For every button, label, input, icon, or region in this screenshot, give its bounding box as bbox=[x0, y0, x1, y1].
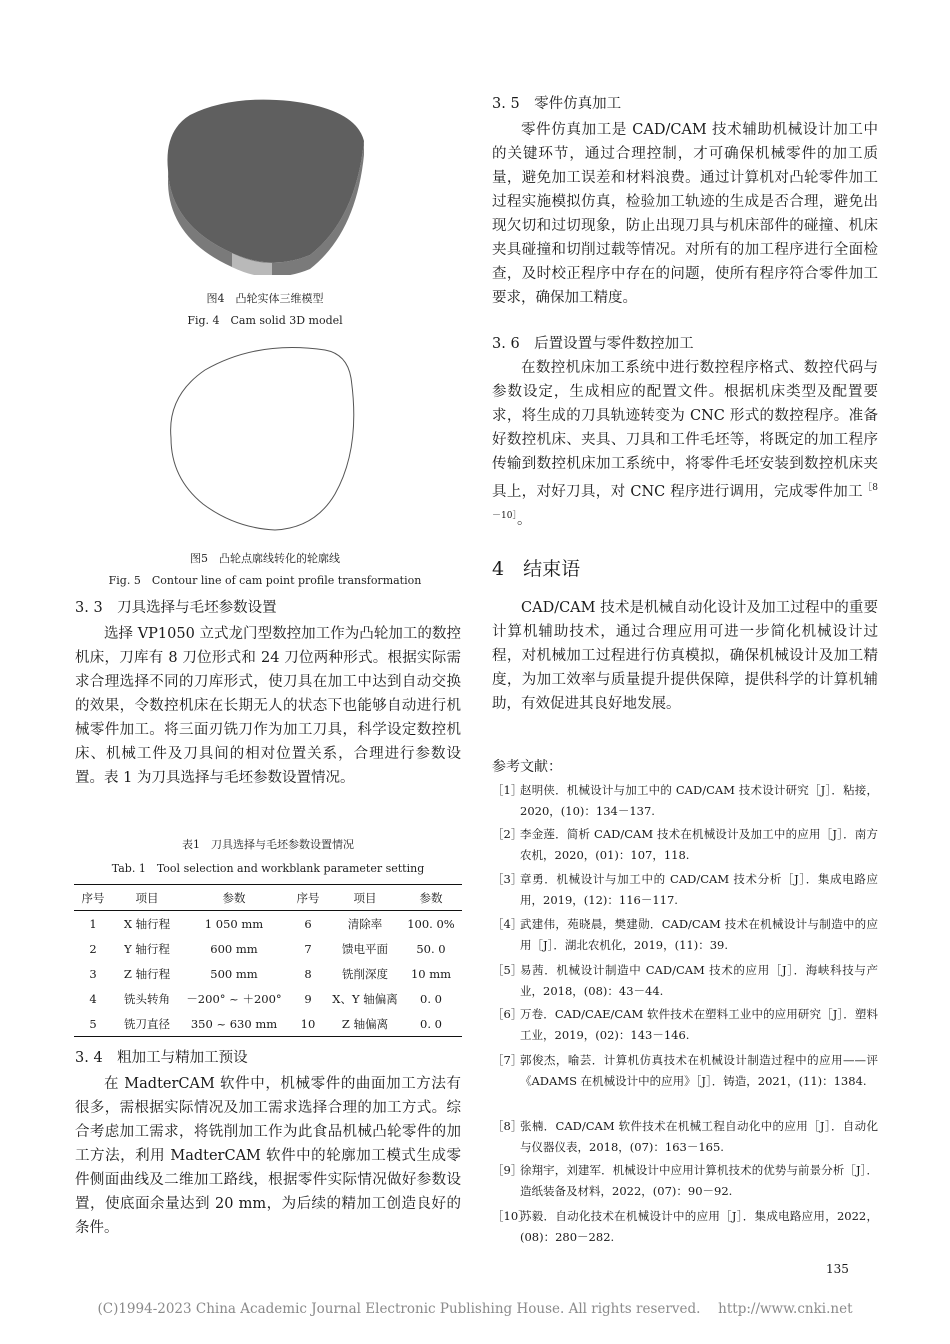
figure-5-caption-en: Fig. 5 Contour line of cam point profile transformation bbox=[108, 574, 422, 587]
table-header-cell: 项目 bbox=[353, 890, 377, 905]
section-3-5-body bbox=[492, 118, 878, 310]
page-number: 135 bbox=[826, 1262, 849, 1276]
reference-text: 张楠．CAD/CAM 软件技术在机械工程自动化中的应用［J］．自动化与仪器仪表，2018，(07)：163－165. bbox=[520, 1119, 878, 1154]
table-row bbox=[74, 1011, 462, 1037]
figure-5-contour-line bbox=[165, 338, 365, 538]
table-cell: 5 bbox=[89, 1016, 97, 1031]
table-cell: 铣头转角 bbox=[124, 991, 170, 1006]
reference-text: 赵明侠．机械设计与加工中的 CAD/CAM 技术设计研究［J］．粘接，2020，(10)：134－137. bbox=[520, 783, 878, 818]
table-cell: 10 mm bbox=[410, 966, 452, 981]
table-cell: 6 bbox=[304, 916, 312, 931]
table-cell: 清除率 bbox=[347, 916, 383, 931]
reference-text: 李金莲．简析 CAD/CAM 技术在机械设计及加工中的应用［J］．南方农机，2020，(01)：107，118. bbox=[520, 827, 878, 862]
table-cell: 铣刀直径 bbox=[124, 1016, 170, 1031]
table-row bbox=[74, 936, 462, 961]
table-1 bbox=[74, 884, 462, 1037]
reference-text: 易茜．机械设计制造中 CAD/CAM 技术的应用［J］．海峡科技与产业，2018，(08)：43－44. bbox=[520, 963, 878, 998]
table-cell: 600 mm bbox=[210, 941, 258, 956]
reference-number: ［2］ bbox=[492, 827, 523, 841]
section-3-4-heading: 3. 4 粗加工与精加工预设 bbox=[75, 1050, 248, 1066]
reference-text: 万卷．CAD/CAE/CAM 软件技术在塑料工业中的应用研究［J］．塑料工业，2019，(02)：143－146. bbox=[520, 1007, 878, 1042]
table-1-caption-en: Tab. 1 Tool selection and workblank parameter setting bbox=[111, 862, 425, 875]
table-header-cell: 参数 bbox=[419, 890, 443, 905]
table-cell: X 轴行程 bbox=[123, 916, 171, 931]
table-cell: 2 bbox=[89, 941, 97, 956]
table-cell: 1 bbox=[89, 916, 97, 931]
figure-4-caption-en: Fig. 4 Cam solid 3D model bbox=[187, 314, 343, 327]
table-header-cell: 序号 bbox=[296, 890, 320, 905]
table-cell: Z 轴行程 bbox=[123, 966, 171, 981]
table-row bbox=[74, 911, 462, 937]
reference-number: ［6］ bbox=[492, 1007, 523, 1021]
references-list bbox=[492, 780, 878, 1250]
reference-number: ［5］ bbox=[492, 963, 523, 977]
section-4-paragraph: CAD/CAM 技术是机械自动化设计及加工过程中的重要计算机辅助技术，通过合理应用可进一步简化机械设计过程，对机械加工过程进行仿真模拟，确保机械设计及加工精度，为加工效率与质量提升提供保障，提供科学的计算机辅助，有效促进其良好地发展。 bbox=[492, 600, 878, 712]
section-3-6-text: 在数控机床加工系统中进行数控程序格式、数控代码与参数设定，生成相应的配置文件。根据机床类型及配置要求，将生成的刀具轨迹转变为 CNC 形式的数控程序。准备好数控机床、夹具、刀具和工件毛坯等，将既定的加工程序传输到数控机床加工系统中，将零件毛坯安装到数控机床夹具上，对好刀具，对 CNC 程序进行调用，完成零件加工 bbox=[492, 360, 878, 500]
section-3-5-paragraph: 零件仿真加工是 CAD/CAM 技术辅助机械设计加工中的关键环节，通过合理控制，才可确保机械零件的加工质量，避免加工误差和材料浪费。通过计算机对凸轮零件加工过程实施模拟仿真，检验加工轨迹的生成是否合理，避免出现欠切和过切现象，防止出现刀具与机床部件的碰撞、机床夹具碰撞和切削过载等情况。对所有的加工程序进行全面检查，及时校正程序中存在的问题，使所有程序符合零件加工要求，确保加工精度。 bbox=[492, 122, 878, 306]
figure-4-caption-cn: 图4 凸轮实体三维模型 bbox=[206, 292, 324, 305]
table-cell: 9 bbox=[304, 991, 312, 1006]
table-cell: 0. 0 bbox=[420, 1016, 442, 1031]
table-cell: Y 轴行程 bbox=[124, 941, 170, 956]
table-cell: 7 bbox=[304, 941, 312, 956]
table-cell: 50. 0 bbox=[416, 941, 446, 956]
reference-text: 郭俊杰，喻芸．计算机仿真技术在机械设计制造过程中的应用——评《ADAMS 在机械设计中的应用》［J］．铸造，2021，(11)：1384. bbox=[520, 1053, 878, 1088]
table-cell: 铣削深度 bbox=[342, 966, 388, 981]
table-header-cell: 项目 bbox=[135, 890, 159, 905]
reference-number: ［4］ bbox=[492, 917, 523, 931]
reference-number: ［10］ bbox=[492, 1209, 530, 1223]
table-cell: X、Y 轴偏离 bbox=[332, 991, 398, 1006]
section-3-6-heading: 3. 6 后置设置与零件数控加工 bbox=[492, 336, 694, 352]
section-3-3-heading: 3. 3 刀具选择与毛坯参数设置 bbox=[75, 600, 277, 616]
reference-number: ［1］ bbox=[492, 783, 523, 797]
table-cell: 350 ~ 630 mm bbox=[190, 1016, 278, 1031]
section-3-4-body bbox=[75, 1072, 461, 1240]
reference-number: ［9］ bbox=[492, 1163, 523, 1177]
copyright-footer: (C)1994-2023 China Academic Journal Electronic Publishing House. All rights reserved. http://www.cnki.net bbox=[97, 1301, 853, 1317]
table-cell: 10 bbox=[300, 1016, 316, 1031]
table-header-cell: 序号 bbox=[81, 890, 105, 905]
section-3-5-heading: 3. 5 零件仿真加工 bbox=[492, 96, 622, 112]
table-cell: 100. 0% bbox=[407, 916, 455, 931]
reference-number: ［7］ bbox=[492, 1053, 523, 1067]
table-cell: 500 mm bbox=[210, 966, 258, 981]
reference-text: 苏毅．自动化技术在机械设计中的应用［J］．集成电路应用，2022，(08)：280－282. bbox=[520, 1209, 878, 1244]
table-header-row bbox=[74, 885, 462, 911]
section-4-heading: 4 结束语 bbox=[492, 558, 581, 580]
reference-text: 章勇．机械设计与加工中的 CAD/CAM 技术分析［J］．集成电路应用，2019，(12)：116－117. bbox=[520, 872, 878, 907]
table-cell: 馈电平面 bbox=[342, 941, 388, 956]
table-header-cell: 参数 bbox=[222, 890, 246, 905]
table-cell: 3 bbox=[89, 966, 97, 981]
table-row bbox=[74, 986, 462, 1011]
table-1-caption-cn: 表1 刀具选择与毛坯参数设置情况 bbox=[182, 838, 354, 851]
table-cell: －200° ~ ＋200° bbox=[186, 991, 282, 1006]
table-row bbox=[74, 961, 462, 986]
reference-number: ［3］ bbox=[492, 872, 523, 886]
reference-number: ［8］ bbox=[492, 1119, 523, 1133]
table-cell: Z 轴偏离 bbox=[341, 1016, 389, 1031]
section-3-6-body bbox=[492, 356, 878, 532]
table-cell: 4 bbox=[89, 991, 97, 1006]
references-heading: 参考文献： bbox=[492, 759, 562, 775]
citation-8-10: ［8－10］ bbox=[492, 483, 879, 521]
reference-text: 徐翔宇，刘建军．机械设计中应用计算机技术的优势与前景分析［J］．造纸装备及材料，2022，(07)：90－92. bbox=[520, 1163, 878, 1198]
section-3-3-paragraph: 选择 VP1050 立式龙门型数控加工作为凸轮加工的数控机床，刀库有 8 刀位形式和 24 刀位两种形式。根据实际需求合理选择不同的刀库形式，使刀具在加工中达到自动交换的效果，令数控机床在长期无人的状态下也能够自动进行机械零件加工。将三面刃铣刀作为加工刀具，科学设定数控机床、机械工件及刀具间的相对位置关系，合理进行参数设置。表 1 为刀具选择与毛坯参数设置情况。 bbox=[75, 626, 461, 786]
figure-5-caption-cn: 图5 凸轮点廓线转化的轮廓线 bbox=[190, 552, 340, 565]
table-cell: 0. 0 bbox=[420, 991, 442, 1006]
section-3-3-body bbox=[75, 622, 461, 790]
section-4-body bbox=[492, 596, 878, 716]
figure-4-cam-3d-model bbox=[160, 95, 370, 275]
table-cell: 1 050 mm bbox=[204, 916, 264, 931]
table-cell: 8 bbox=[304, 966, 312, 981]
section-3-6-paragraph bbox=[492, 356, 878, 532]
section-3-6-end: 。 bbox=[516, 511, 532, 528]
reference-text: 武建伟，苑晓晨，樊建勋．CAD/CAM 技术在机械设计与制造中的应用［J］．湖北农机化，2019，(11)：39. bbox=[520, 917, 878, 952]
section-3-4-paragraph: 在 MadterCAM 软件中，机械零件的曲面加工方法有很多，需根据实际情况及加工需求选择合理的加工方式。综合考虑加工需求，将铣削加工作为此食品机械凸轮零件的加工方法，利用 MadterCAM 软件中的轮廓加工模式生成零件侧面曲线及二维加工路线，根据零件实际情况做好参数设置，使底面余量达到 20 mm，为后续的精加工创造良好的条件。 bbox=[75, 1076, 461, 1236]
